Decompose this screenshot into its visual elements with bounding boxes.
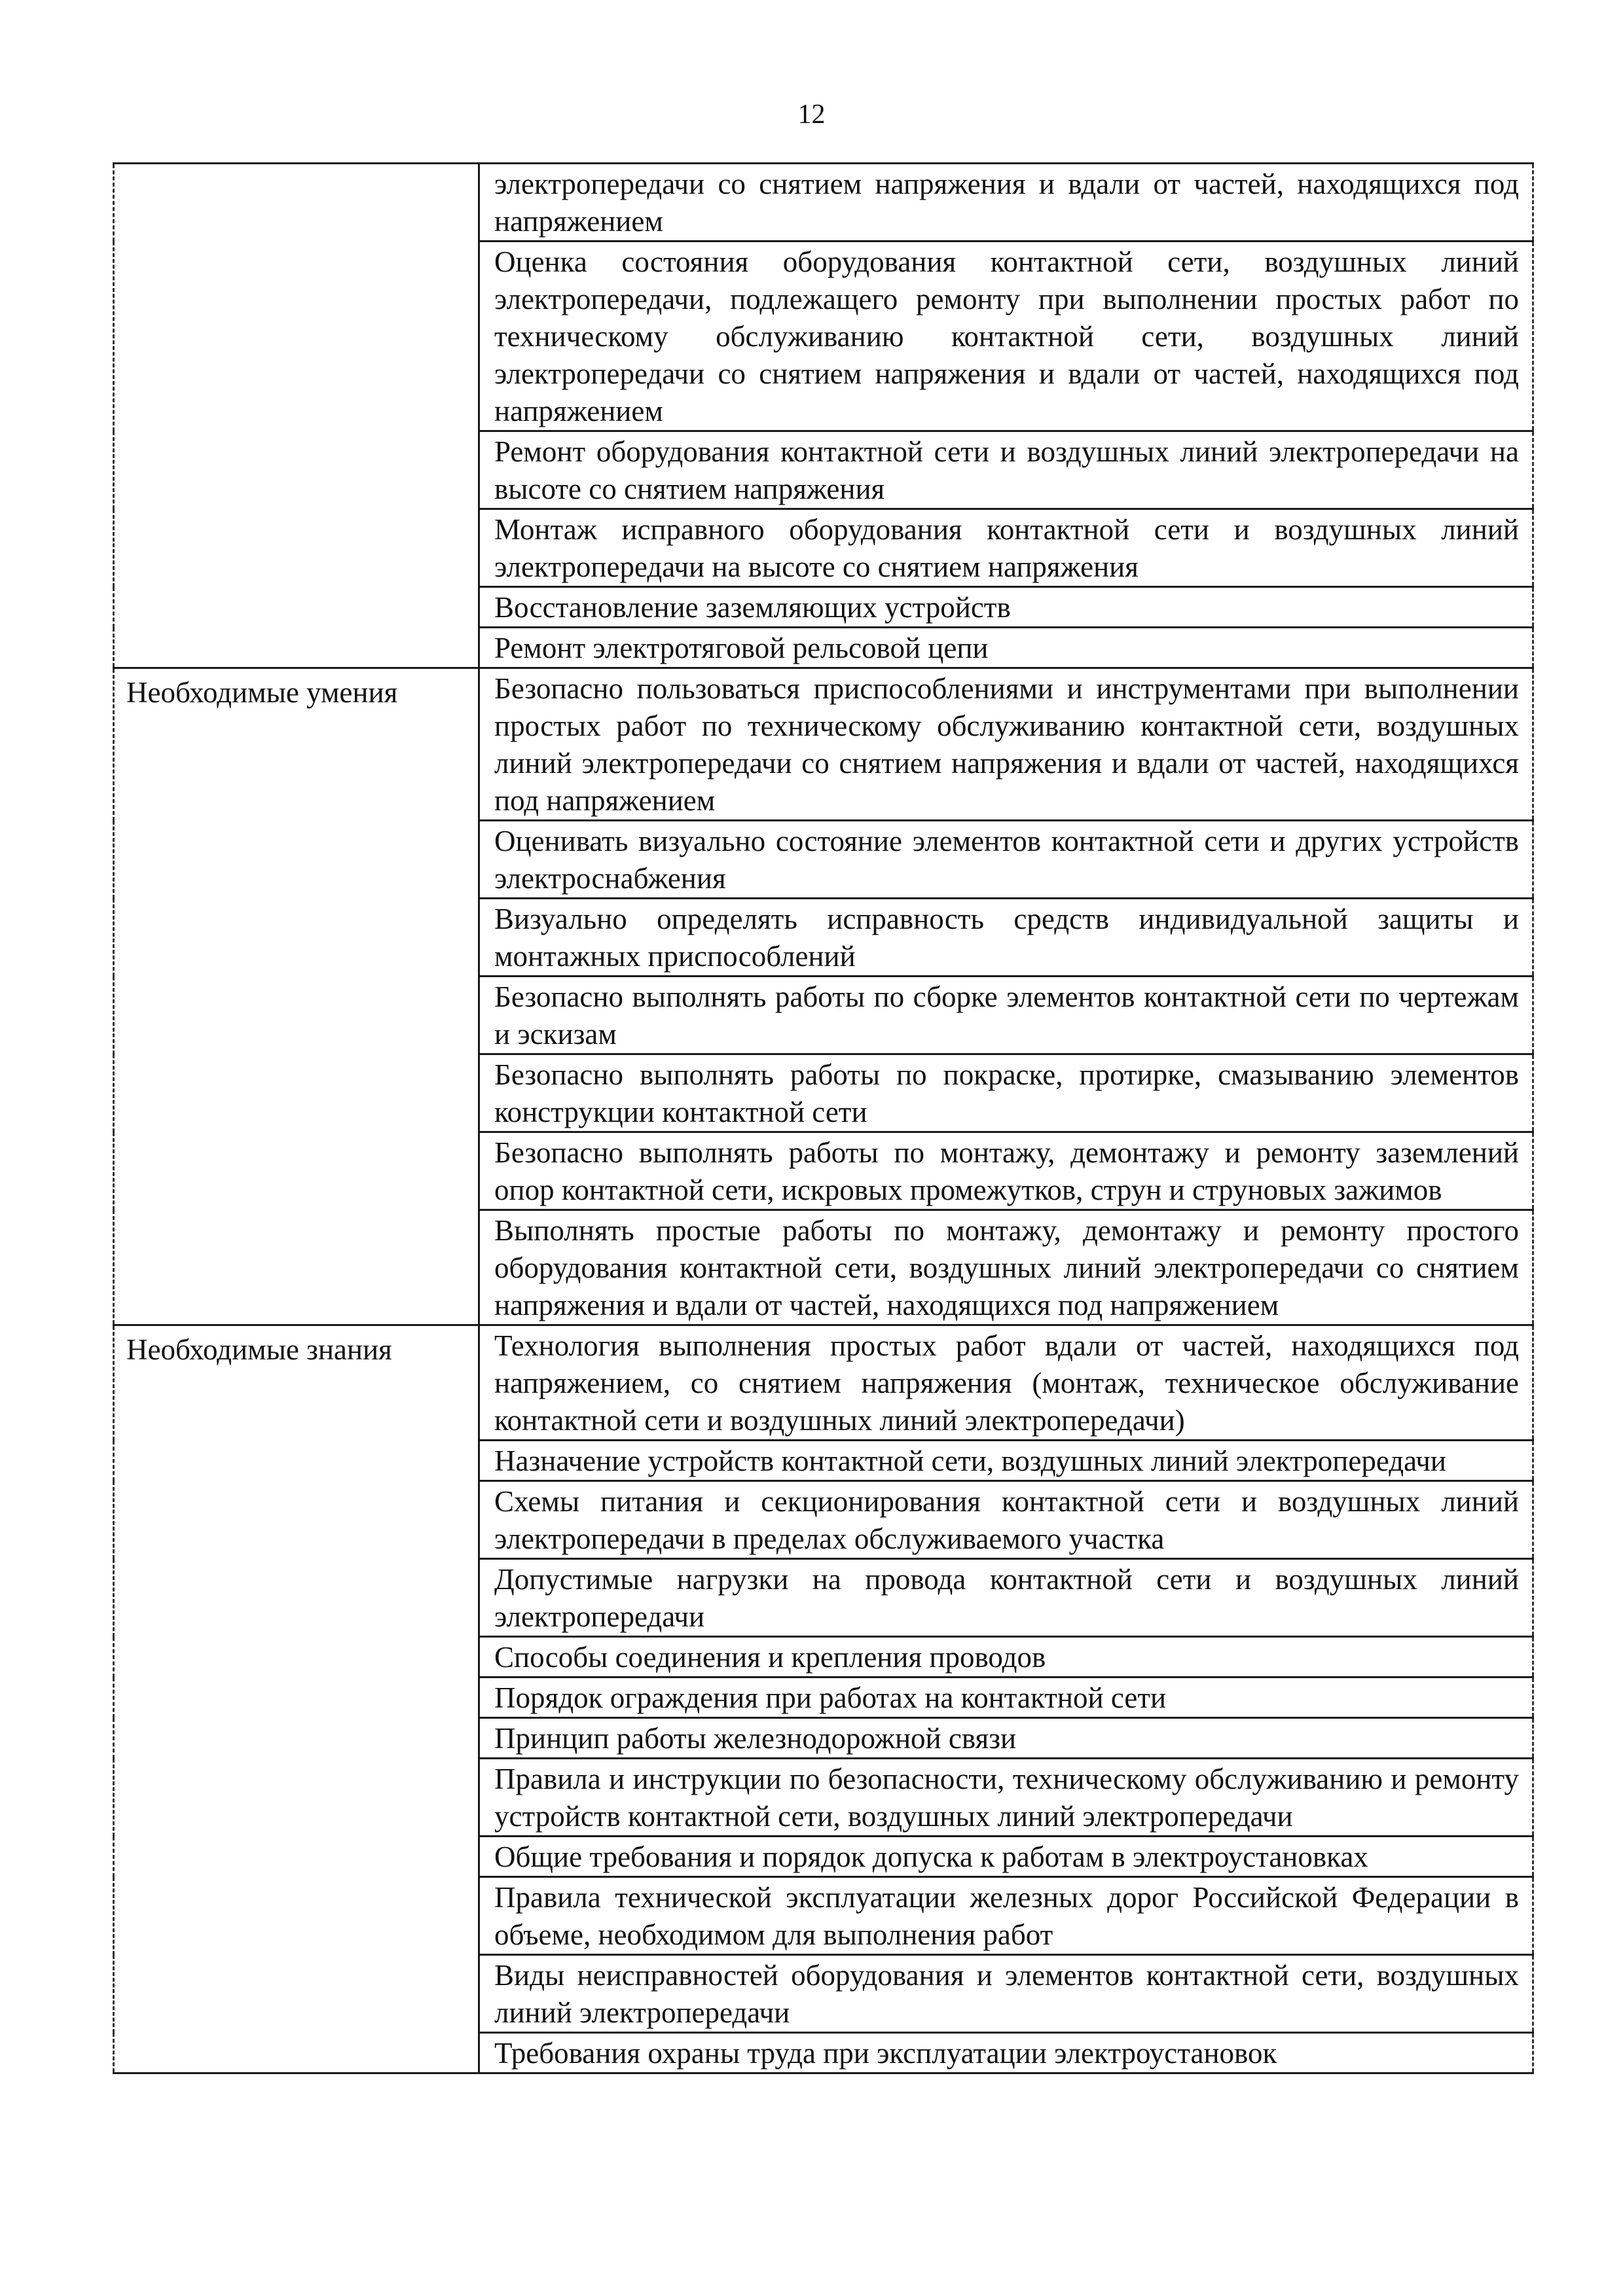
requirement-item: Оценивать визуально состояние элементов контактной сети и других устройств электроснабжения	[479, 821, 1533, 899]
requirement-item: Принцип работы железнодорожной связи	[479, 1718, 1533, 1759]
requirement-item: Безопасно выполнять работы по покраске, протирке, смазыванию элементов конструкции контактной сети	[479, 1054, 1533, 1132]
requirement-item: Технология выполнения простых работ вдали от частей, находящихся под напряжением, со снятием напряжения (монтаж, техническое обслуживание контактной сети и воздушных линий электропередачи)	[479, 1325, 1533, 1441]
requirement-item: Общие требования и порядок допуска к работам в электроустановках	[479, 1837, 1533, 1877]
table-row	[114, 1325, 1533, 1441]
requirement-item: Правила технической эксплуатации железных дорог Российской Федерации в объеме, необходимом для выполнения работ	[479, 1877, 1533, 1955]
section-label: Необходимые умения	[114, 668, 479, 1325]
requirement-item: Назначение устройств контактной сети, воздушных линий электропередачи	[479, 1441, 1533, 1481]
requirement-item: Визуально определять исправность средств индивидуальной защиты и монтажных приспособлений	[479, 899, 1533, 977]
requirement-item: Порядок ограждения при работах на контактной сети	[479, 1677, 1533, 1718]
requirement-item: Ремонт электротяговой рельсовой цепи	[479, 628, 1533, 668]
requirement-item: Выполнять простые работы по монтажу, демонтажу и ремонту простого оборудования контактной сети, воздушных линий электропередачи со снятием напряжения и вдали от частей, находящихся под напряжением	[479, 1210, 1533, 1325]
requirement-item: Безопасно пользоваться приспособлениями и инструментами при выполнении простых работ по техническому обслуживанию контактной сети, воздушных линий электропередачи со снятием напряжения и вдали от частей, находящихся под напряжением	[479, 668, 1533, 821]
table-row	[114, 164, 1533, 242]
requirement-item: Ремонт оборудования контактной сети и воздушных линий электропередачи на высоте со снятием напряжения	[479, 431, 1533, 509]
requirement-item: Монтаж исправного оборудования контактной сети и воздушных линий электропередачи на высоте со снятием напряжения	[479, 509, 1533, 587]
section-label	[114, 164, 479, 668]
section-label: Необходимые знания	[114, 1325, 479, 2073]
requirement-item: Допустимые нагрузки на провода контактной сети и воздушных линий электропередачи	[479, 1559, 1533, 1637]
table-row	[114, 668, 1533, 821]
requirement-item: Восстановление заземляющих устройств	[479, 587, 1533, 628]
requirement-item: Безопасно выполнять работы по монтажу, демонтажу и ремонту заземлений опор контактной сети, искровых промежутков, струн и струновых зажимов	[479, 1132, 1533, 1210]
requirement-item: Правила и инструкции по безопасности, техническому обслуживанию и ремонту устройств контактной сети, воздушных линий электропередачи	[479, 1759, 1533, 1837]
page-number: 12	[797, 99, 826, 130]
requirement-item: Виды неисправностей оборудования и элементов контактной сети, воздушных линий электропередачи	[479, 1955, 1533, 2033]
requirement-item: Схемы питания и секционирования контактной сети и воздушных линий электропередачи в пределах обслуживаемого участка	[479, 1481, 1533, 1559]
requirements-table	[113, 162, 1534, 2074]
requirement-item: Оценка состояния оборудования контактной сети, воздушных линий электропередачи, подлежащего ремонту при выполнении простых работ по техническому обслуживанию контактной сети, воздушных линий электропередачи со снятием напряжения и вдали от частей, находящихся под напряжением	[479, 242, 1533, 431]
requirement-item: Безопасно выполнять работы по сборке элементов контактной сети по чертежам и эскизам	[479, 977, 1533, 1054]
requirement-item: электропередачи со снятием напряжения и вдали от частей, находящихся под напряжением	[479, 164, 1533, 242]
requirement-item: Требования охраны труда при эксплуатации электроустановок	[479, 2033, 1533, 2073]
requirement-item: Способы соединения и крепления проводов	[479, 1637, 1533, 1677]
requirements-table-body	[114, 164, 1533, 2073]
